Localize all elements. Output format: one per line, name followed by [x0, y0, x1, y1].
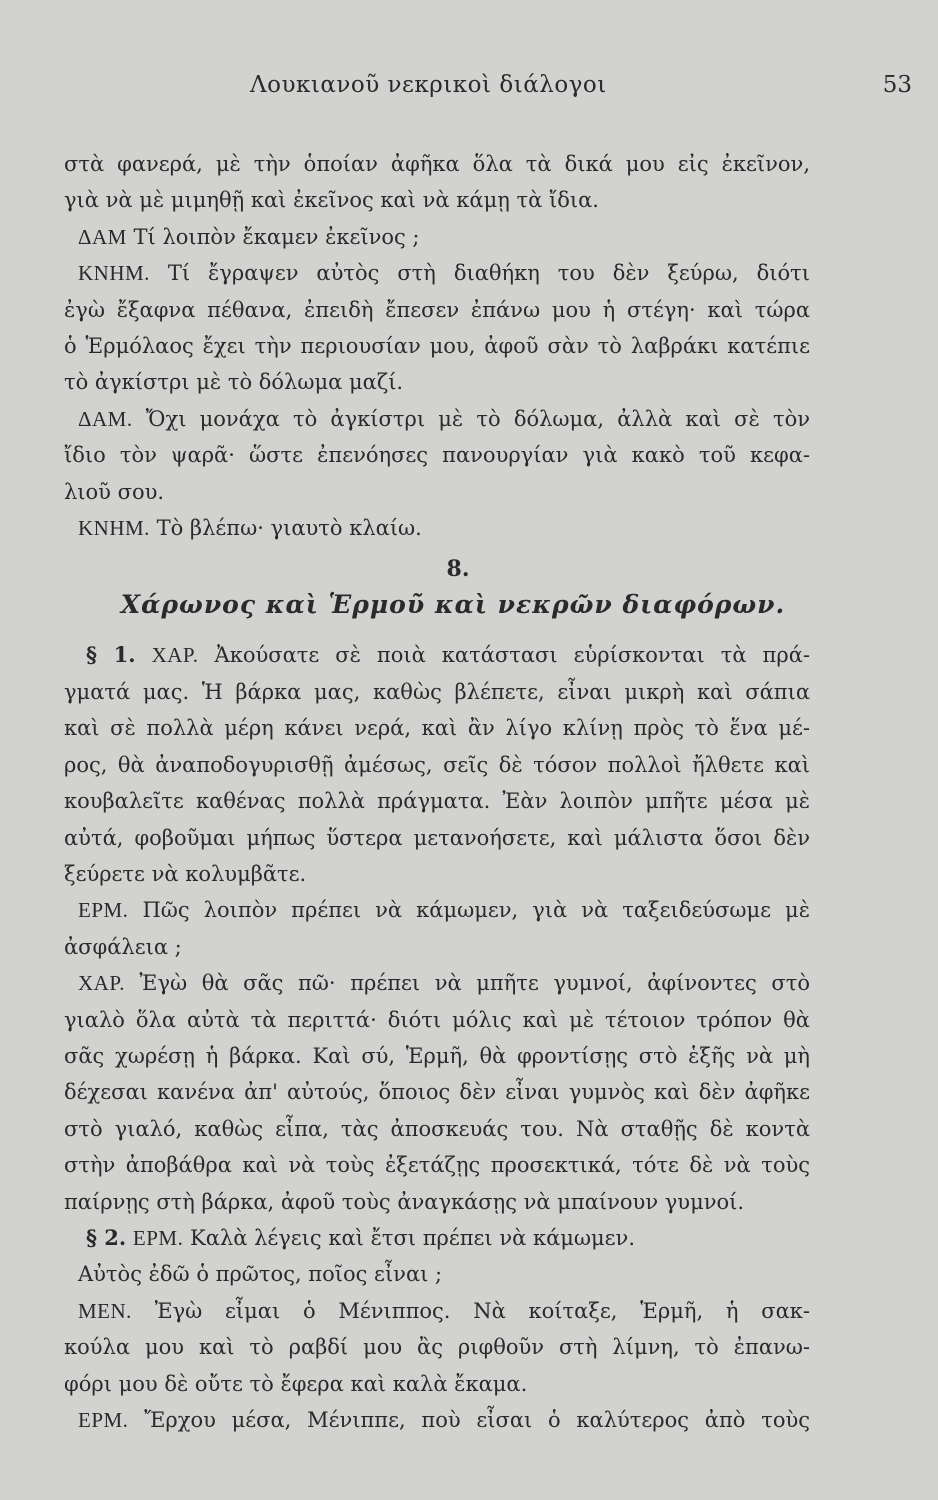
speaker-label: ΧΑΡ.	[78, 971, 125, 996]
section-title: Χάρωνος καὶ Ἑρμοῦ καὶ νεκρῶν διαφόρων.	[120, 590, 786, 620]
dialogue-line	[64, 892, 810, 928]
dialogue-text: Τί ἔγραψεν αὐτὸς στὴ διαθήκη του δὲν ξεύρω, διότι	[167, 261, 810, 286]
text-line: λιοῦ σου.	[64, 479, 165, 504]
text-line: γιαλὸ ὅλα αὐτὰ τὰ περιττά· διότι μόλις καὶ μὲ τέτοιον τρόπον θὰ	[64, 1007, 810, 1032]
speaker-label: ΔΑΜ.	[78, 406, 133, 431]
text-line: τὸ ἀγκίστρι μὲ τὸ δόλωμα μαζί.	[64, 370, 404, 395]
speaker-label: ΕΡΜ.	[78, 898, 129, 923]
text-line: στὴν ἀποβάθρα καὶ νὰ τοὺς ἐξετάζῃς προσεκτικά, τότε δὲ νὰ τοὺς	[64, 1153, 810, 1178]
text-line: ἀσφάλεια ;	[64, 934, 182, 959]
running-title: Λουκιανοῦ νεκρικοὶ διάλογοι	[250, 72, 607, 98]
text-line: αὐτά, φοβοῦμαι μήπως ὕστερα μετανοήσετε, καὶ μάλιστα ὅσοι δὲν	[64, 825, 810, 850]
text-line: σᾶς χωρέσῃ ἡ βάρκα. Καὶ σύ, Ἑρμῆ, θὰ φροντίσῃς στὸ ἑξῆς νὰ μὴ	[64, 1043, 810, 1068]
text-line: ρος, θὰ ἀναποδογυρισθῇ ἀμέσως, σεῖς δὲ τόσον πολλοὶ ἤλθετε καὶ	[64, 752, 810, 777]
dialogue-line	[64, 401, 810, 437]
paragraph-mark: § 2.	[86, 1224, 127, 1250]
text-line: ἐγὼ ἔξαφνα πέθανα, ἐπειδὴ ἔπεσεν ἐπάνω μου ἡ στέγη· καὶ τώρα	[64, 297, 810, 322]
speaker-label: ΕΡΜ.	[132, 1225, 184, 1250]
text-line: γματά μας. Ἡ βάρκα μας, καθὼς βλέπετε, εἶναι μικρὴ καὶ σάπια	[64, 679, 810, 704]
text-line: ξεύρετε νὰ κολυμβᾶτε.	[64, 861, 307, 886]
dialogue-line	[64, 1402, 810, 1438]
dialogue-text: Ἔρχου μέσα, Μένιππε, ποὺ εἶσαι ὁ καλύτερος ἀπὸ τοὺς	[144, 1408, 810, 1432]
dialogue-text: Ἐγὼ θὰ σᾶς πῶ· πρέπει νὰ μπῆτε γυμνοί, ἀφίνοντες στὸ	[139, 971, 810, 996]
speaker-label: ΕΡΜ.	[78, 1408, 129, 1432]
dialogue-line	[64, 637, 810, 673]
text-line: ἴδιο τὸν ψαρᾶ· ὥστε ἐπενόησες πανουργίαν γιὰ κακὸ τοῦ κεφα-	[64, 443, 810, 468]
text-line: γιὰ νὰ μὲ μιμηθῇ καὶ ἐκεῖνος καὶ νὰ κάμῃ τὰ ἴδια.	[64, 188, 599, 213]
dialogue-line	[64, 1293, 810, 1329]
dialogue-line	[64, 510, 810, 546]
text-line: ὁ Ἑρμόλαος ἔχει τὴν περιουσίαν μου, ἀφοῦ σὰν τὸ λαβράκι κατέπιε	[64, 334, 810, 359]
dialogue-text: Ὄχι μονάχα τὸ ἀγκίστρι μὲ τὸ δόλωμα, ἀλλὰ καὶ σὲ τὸν	[145, 406, 810, 431]
text-line: καὶ σὲ πολλὰ μέρη κάνει νερά, καὶ ἂν λίγο κλίνῃ πρὸς τὸ ἕνα μέ-	[64, 716, 810, 741]
dialogue-text: Καλὰ λέγεις καὶ ἔτσι πρέπει νὰ κάμωμεν.	[190, 1225, 635, 1250]
dialogue-line	[64, 965, 810, 1001]
speaker-label: ΚΝΗΜ.	[78, 516, 150, 541]
speaker-label: ΚΝΗΜ.	[78, 261, 150, 286]
text-line: στὸ γιαλό, καθὼς εἶπα, τὰς ἀποσκευάς του. Νὰ σταθῇς δὲ κοντὰ	[64, 1116, 810, 1141]
dialogue-line	[64, 1220, 810, 1256]
dialogue-line	[64, 255, 810, 291]
page-header	[64, 62, 912, 106]
dialogue-text: Τί λοιπὸν ἔκαμεν ἐκεῖνος ;	[133, 224, 420, 249]
dialogue-text: Τὸ βλέπω· γιαυτὸ κλαίω.	[156, 516, 422, 541]
speaker-label: ΜΕΝ.	[78, 1298, 132, 1323]
page-number: 53	[882, 72, 912, 98]
text-line: κούλα μου καὶ τὸ ραβδί μου ἂς ριφθοῦν στὴ λίμνη, τὸ ἐπανω-	[64, 1335, 810, 1360]
text-line: παίρνῃς στὴ βάρκα, ἀφοῦ τοὺς ἀναγκάσῃς νὰ μπαίνουν γυμνοί.	[64, 1189, 745, 1214]
speaker-label: ΔΑΜ	[78, 224, 127, 249]
text-line: φόρι μου δὲ οὔτε τὸ ἔφερα καὶ καλὰ ἔκαμα.	[64, 1371, 528, 1396]
dialogue-text: Πῶς λοιπὸν πρέπει νὰ κάμωμεν, γιὰ νὰ ταξειδεύσωμε μὲ	[142, 898, 810, 923]
text-line: δέχεσαι κανένα ἀπ' αὐτούς, ὅποιος δὲν εἶναι γυμνὸς καὶ δὲν ἀφῆκε	[64, 1080, 810, 1105]
paragraph-mark: § 1.	[86, 642, 136, 668]
speaker-label: ΧΑΡ.	[151, 643, 199, 668]
dialogue-text: Ἀκούσατε σὲ ποιὰ κατάστασι εὑρίσκονται τὰ πρά-	[214, 643, 810, 668]
dialogue-text: Ἐγὼ εἶμαι ὁ Μένιππος. Νὰ κοίταξε, Ἑρμῆ, ἡ σακ-	[154, 1298, 810, 1323]
dialogue-line	[64, 219, 810, 255]
text-line: Αὐτὸς ἐδῶ ὁ πρῶτος, ποῖος εἶναι ;	[78, 1262, 443, 1287]
text-line: στὰ φανερά, μὲ τὴν ὁποίαν ἀφῆκα ὅλα τὰ δικά μου εἰς ἐκεῖνον,	[64, 152, 810, 176]
section-number: 8.	[446, 556, 470, 583]
text-line: κουβαλεῖτε καθένας πολλὰ πράγματα. Ἐὰν λοιπὸν μπῆτε μέσα μὲ	[64, 789, 810, 814]
